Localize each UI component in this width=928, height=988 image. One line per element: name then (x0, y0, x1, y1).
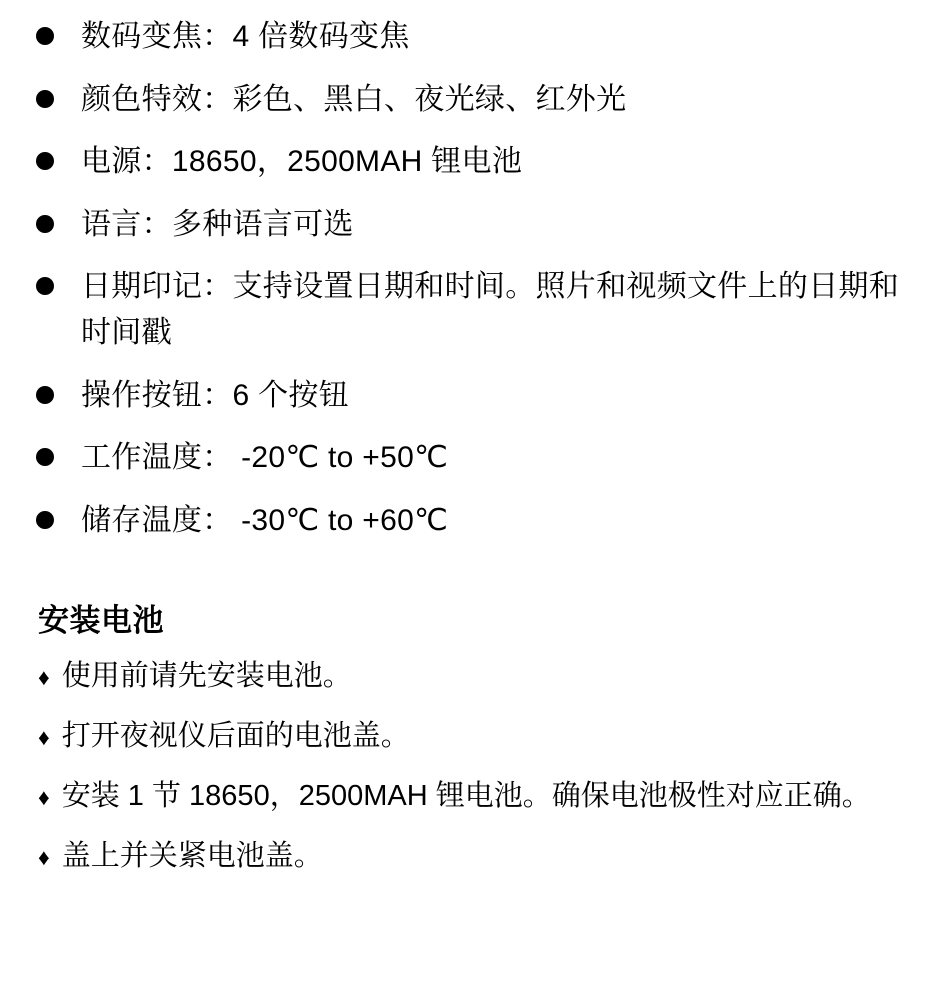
step-text: 使用前请先安装电池。 (61, 660, 352, 693)
round-bullet-icon (36, 27, 54, 45)
list-item (0, 14, 928, 60)
section-title: 安装电池 (38, 603, 164, 639)
list-item (0, 373, 928, 419)
list-item (0, 435, 928, 481)
battery-install-steps (0, 654, 928, 879)
spec-text: 储存温度： -30℃ to +60℃ (81, 503, 449, 537)
list-item (0, 774, 928, 819)
diamond-bullet-icon: ♦ (38, 844, 50, 871)
spec-text: 数码变焦：4 倍数码变焦 (81, 20, 410, 53)
spec-text: 颜色特效：彩色、黑白、夜光绿、红外光 (81, 82, 627, 116)
step-text: 安装 1 节 18650，2500MAH 锂电池。确保电池极性对应正确。 (61, 780, 871, 813)
list-item (0, 202, 928, 248)
list-item (0, 654, 928, 699)
list-item (0, 264, 928, 355)
round-bullet-icon (36, 90, 54, 108)
round-bullet-icon (36, 386, 54, 404)
step-text: 打开夜视仪后面的电池盖。 (61, 720, 410, 753)
spec-text: 操作按钮：6 个按钮 (81, 378, 350, 412)
list-item (0, 714, 928, 759)
diamond-bullet-icon: ♦ (38, 784, 50, 811)
round-bullet-icon (36, 511, 54, 529)
round-bullet-icon (36, 152, 54, 170)
spec-text: 工作温度： -20℃ to +50℃ (81, 441, 449, 475)
round-bullet-icon (36, 448, 54, 466)
spec-text: 电源：18650，2500MAH 锂电池 (81, 145, 523, 179)
spec-text: 日期印记：支持设置日期和时间。照片和视频文件上的日期和时间戳 (81, 270, 900, 349)
list-item (0, 77, 928, 123)
round-bullet-icon (36, 277, 54, 295)
diamond-bullet-icon: ♦ (38, 724, 50, 751)
list-item (0, 834, 928, 879)
step-text: 盖上并关紧电池盖。 (61, 840, 323, 873)
diamond-bullet-icon: ♦ (38, 664, 50, 691)
round-bullet-icon (36, 215, 54, 233)
spec-text: 语言：多种语言可选 (81, 207, 354, 241)
list-item (0, 498, 928, 544)
list-item (0, 139, 928, 185)
